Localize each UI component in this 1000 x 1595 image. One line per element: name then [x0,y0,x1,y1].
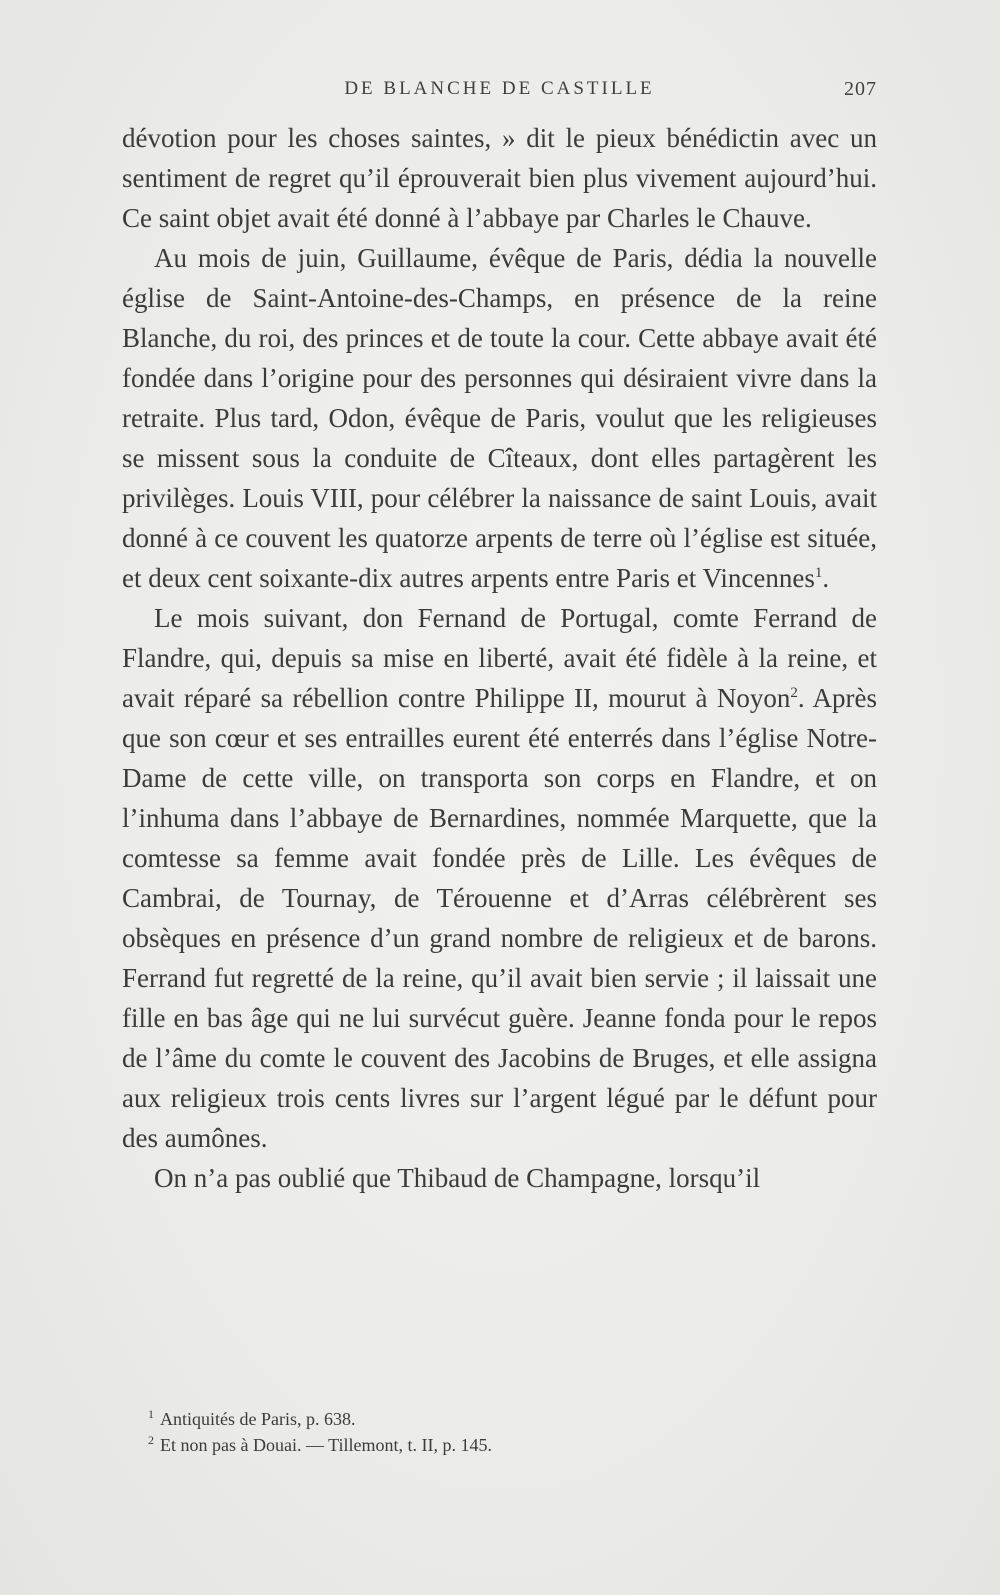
footnote [148,1406,848,1432]
footnote [148,1432,848,1458]
footnote-reference: 1 [814,565,823,581]
paragraph-ferrand [122,598,877,1158]
body-text [122,118,877,1198]
paragraph-continuation [122,118,877,238]
paragraph-text-tail: . Après que son cœur et ses entrailles eurent été enterrés dans l’église Notre-Dame de cette ville, on transporta son corps en Flandre, et on l’inhuma dans l’abbaye de Bernardines, nommée Marquette, que la comtesse sa femme avait fondée près de Lille. Les évêques de Cambrai, de Tournay, de Térouenne et d’Arras célébrèrent ses obsèques en présence d’un grand nombre de religieux et de barons. Ferrand fut regretté de la reine, qu’il avait bien servie ; il laissait une fille en bas âge qui ne lui survécut guère. Jeanne fonda pour le repos de l’âme du comte le couvent des Jacobins de Bruges, et elle assigna aux religieux trois cents livres sur l’argent légué par le défunt pour des aumônes. [122,683,877,1153]
paragraph-text: Au mois de juin, Guillaume, évêque de Paris, dédia la nouvelle église de Saint-Antoine-des-Champs, en présence de la reine Blanche, du roi, des princes et de toute la cour. Cette abbaye avait été fondée dans l’origine pour des personnes qui désiraient vivre dans la retraite. Plus tard, Odon, évêque de Paris, voulut que les religieuses se missent sous la conduite de Cîteaux, dont elles partagèrent les privilèges. Louis VIII, pour célébrer la naissance de saint Louis, avait donné à ce couvent les quatorze arpents de terre où l’église est située, et deux cent soixante-dix autres arpents entre Paris et Vincennes [122,243,877,593]
paragraph-saint-antoine [122,238,877,598]
paragraph-text-tail: . [822,563,830,593]
paragraph-text: dévotion pour les choses saintes, » dit le pieux bénédictin avec un sentiment de regret qu’il éprouverait bien plus vivement aujourd’hui. Ce saint objet avait été donné à l’abbaye par Charles le Chauve. [122,123,877,233]
footnotes [148,1406,848,1458]
running-title: DE BLANCHE DE CASTILLE [344,78,655,99]
paragraph-thibaud [122,1158,877,1198]
paragraph-text: Le mois suivant, don Fernand de Portugal, comte Ferrand de Flandre, qui, depuis sa mise en liberté, avait été fidèle à la reine, et avait réparé sa rébellion contre Philippe II, mourut à Noyon [122,603,877,713]
footnote-text: Antiquités de Paris, p. 638. [160,1409,356,1429]
running-head [122,78,877,106]
footnote-text: Et non pas à Douai. — Tillemont, t. II, p. 145. [160,1435,492,1455]
paragraph-text: On n’a pas oublié que Thibaud de Champagne, lorsqu’il [154,1163,761,1193]
footnote-mark: 2 [148,1433,154,1447]
footnote-mark: 1 [148,1407,154,1421]
page-number: 207 [844,78,877,100]
footnote-reference: 2 [790,685,798,701]
